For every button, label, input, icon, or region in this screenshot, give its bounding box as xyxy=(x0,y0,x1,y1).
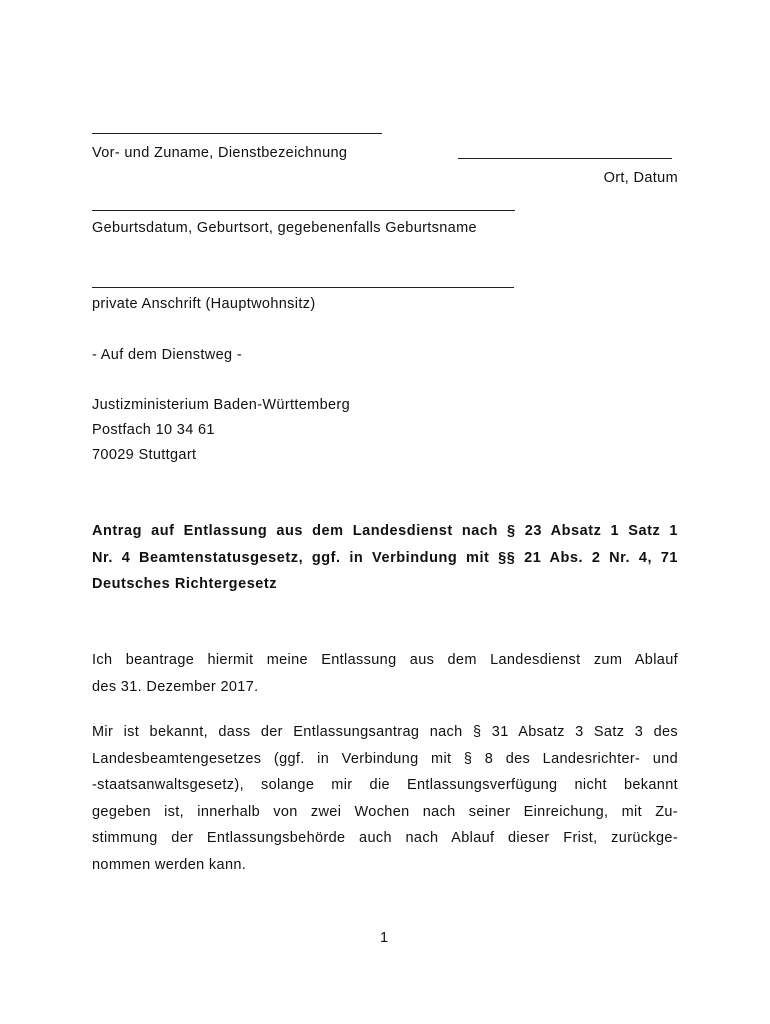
body-paragraph-2 xyxy=(92,719,678,878)
name-signature-line xyxy=(92,133,382,134)
body-p2-line-2: Landesbeamtengesetzes (ggf. in Verbindung mit § 8 des Landesrichter- und xyxy=(92,750,678,767)
page-number: 1 xyxy=(380,930,389,946)
birth-info-line xyxy=(92,210,515,211)
subject-line-3: Deutsches Richtergesetz xyxy=(92,576,278,592)
body-p2-line-3: -staatsanwaltsgesetz), solange mir die Entlassungsverfügung nicht bekannt xyxy=(92,777,678,793)
subject-line-2: Nr. 4 Beamtenstatusgesetz, ggf. in Verbindung mit §§ 21 Abs. 2 Nr. 4, 71 xyxy=(92,549,678,566)
subject-line-1: Antrag auf Entlassung aus dem Landesdienst nach § 23 Absatz 1 Satz 1 xyxy=(92,523,678,539)
name-label: Vor- und Zuname, Dienstbezeichnung xyxy=(92,145,348,161)
recipient-line-2: Postfach 10 34 61 xyxy=(92,422,215,438)
address-label: private Anschrift (Hauptwohnsitz) xyxy=(92,296,316,312)
body-paragraph-1 xyxy=(92,647,678,700)
routing-note: - Auf dem Dienstweg - xyxy=(92,347,242,363)
recipient-line-1: Justizministerium Baden-Württemberg xyxy=(92,397,351,413)
body-p1-line-2: des 31. Dezember 2017. xyxy=(92,678,259,695)
place-date-label: Ort, Datum xyxy=(603,170,678,186)
body-p1-line-1: Ich beantrage hiermit meine Entlassung aus dem Landesdienst zum Ablauf xyxy=(92,652,678,668)
body-p2-line-6: nommen werden kann. xyxy=(92,856,247,873)
birth-info-label: Geburtsdatum, Geburtsort, gegebenenfalls Geburtsname xyxy=(92,220,477,236)
body-p2-line-4: gegeben ist, innerhalb von zwei Wochen nach seiner Einreichung, mit Zu- xyxy=(92,803,678,820)
place-date-line xyxy=(458,158,672,159)
subject-heading xyxy=(92,518,682,598)
recipient-line-3: 70029 Stuttgart xyxy=(92,447,197,463)
body-p2-line-5: stimmung der Entlassungsbehörde auch nach Ablauf dieser Frist, zurückge- xyxy=(92,830,678,846)
address-line xyxy=(92,287,514,288)
body-p2-line-1: Mir ist bekannt, dass der Entlassungsantrag nach § 31 Absatz 3 Satz 3 des xyxy=(92,724,678,740)
